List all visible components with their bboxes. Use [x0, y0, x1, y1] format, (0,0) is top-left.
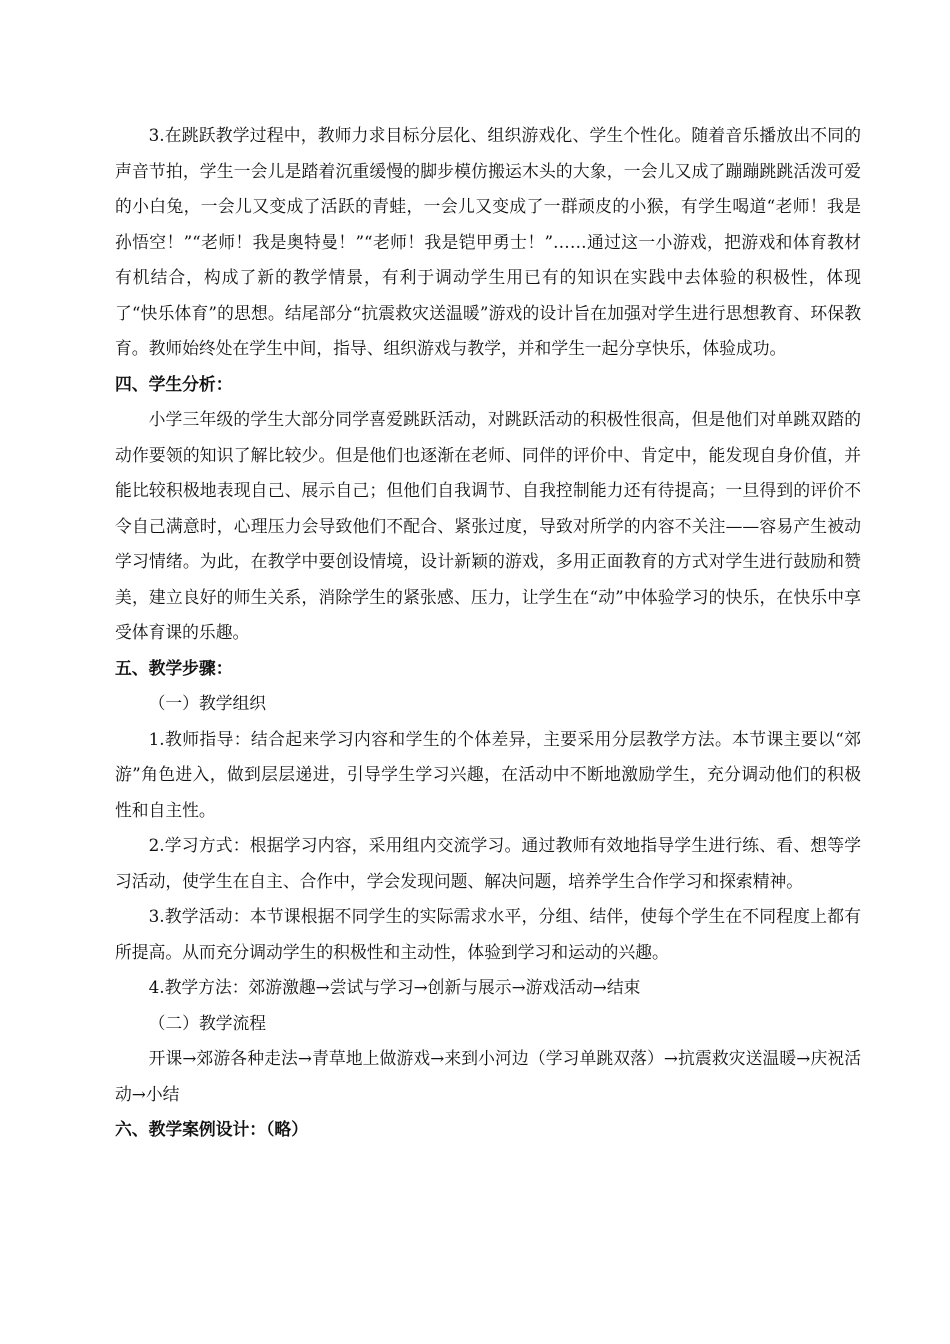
paragraph-teaching-activity: 3.教学活动：本节课根据不同学生的实际需求水平，分组、结伴，使每个学生在不同程度上都有所提高。从而充分调动学生的积极性和主动性，体验到学习和运动的兴趣。 — [115, 906, 861, 962]
heading-student-analysis: 四、学生分析： — [115, 373, 233, 394]
paragraph-process-flow: 开课→郊游各种走法→青草地上做游戏→来到小河边（学习单跳双落）→抗震救灾送温暖→庆祝活动→小结 — [115, 1048, 861, 1104]
heading-case-design: 六、教学案例设计：（略） — [115, 1119, 308, 1139]
paragraph-teacher-guidance: 1.教师指导：结合起来学习内容和学生的个体差异，主要采用分层教学方法。本节课主要以“郊游”角色进入，做到层层递进，引导学生学习兴趣，在活动中不断地激励学生，充分调动他们的积极性和自主性。 — [115, 728, 861, 820]
paragraph-student-analysis: 小学三年级的学生大部分同学喜爱跳跃活动，对跳跃活动的积极性很高，但是他们对单跳双踏的动作要领的知识了解比较少。但是他们也逐渐在老师、同伴的评价中、肯定中，能发现自身价值，并能比较积极地表现自己、展示自己；但他们自我调节、自我控制能力还有待提高；一旦得到的评价不令自己满意时，心理压力会导致他们不配合、紧张过度，导致对所学的内容不关注——容易产生被动学习情绪。为此，在教学中要创设情境，设计新颖的游戏，多用正面教育的方式对学生进行鼓励和赞美，建立良好的师生关系，消除学生的紧张感、压力，让学生在“动”中体验学习的快乐，在快乐中享受体育课的乐趣。 — [115, 409, 861, 642]
heading-teaching-steps: 五、教学步骤： — [115, 657, 233, 678]
paragraph-jump-teaching: 3.在跳跃教学过程中，教师力求目标分层化、组织游戏化、学生个性化。随着音乐播放出不同的声音节拍，学生一会儿是踏着沉重缓慢的脚步模仿搬运木头的大象，一会儿又成了蹦蹦跳跳活泼可爱的小白兔，一会儿又变成了活跃的青蛙，一会儿又变成了一群顽皮的小猴，有学生喝道“老师！我是孙悟空！”“老师！我是奥特曼！”“老师！我是铠甲勇士！”……通过这一小游戏，把游戏和体育教材有机结合，构成了新的教学情景，有利于调动学生用已有的知识在实践中去体验的积极性，体现了“快乐体育”的思想。结尾部分“抗震救灾送温暖”游戏的设计旨在加强对学生进行思想教育、环保教育。教师始终处在学生中间，指导、组织游戏与教学，并和学生一起分享快乐，体验成功。 — [115, 125, 861, 358]
paragraph-teaching-method: 4.教学方法：郊游激趣→尝试与学习→创新与展示→游戏活动→结束 — [148, 977, 641, 997]
subheading-teaching-process: （二）教学流程 — [148, 1012, 267, 1033]
paragraph-learning-method: 2.学习方式：根据学习内容，采用组内交流学习。通过教师有效地指导学生进行练、看、想等学习活动，使学生在自主、合作中，学会发现问题、解决问题，培养学生合作学习和探索精神。 — [115, 835, 861, 891]
subheading-teaching-organization: （一）教学组织 — [148, 693, 267, 713]
document-page — [115, 118, 861, 1148]
